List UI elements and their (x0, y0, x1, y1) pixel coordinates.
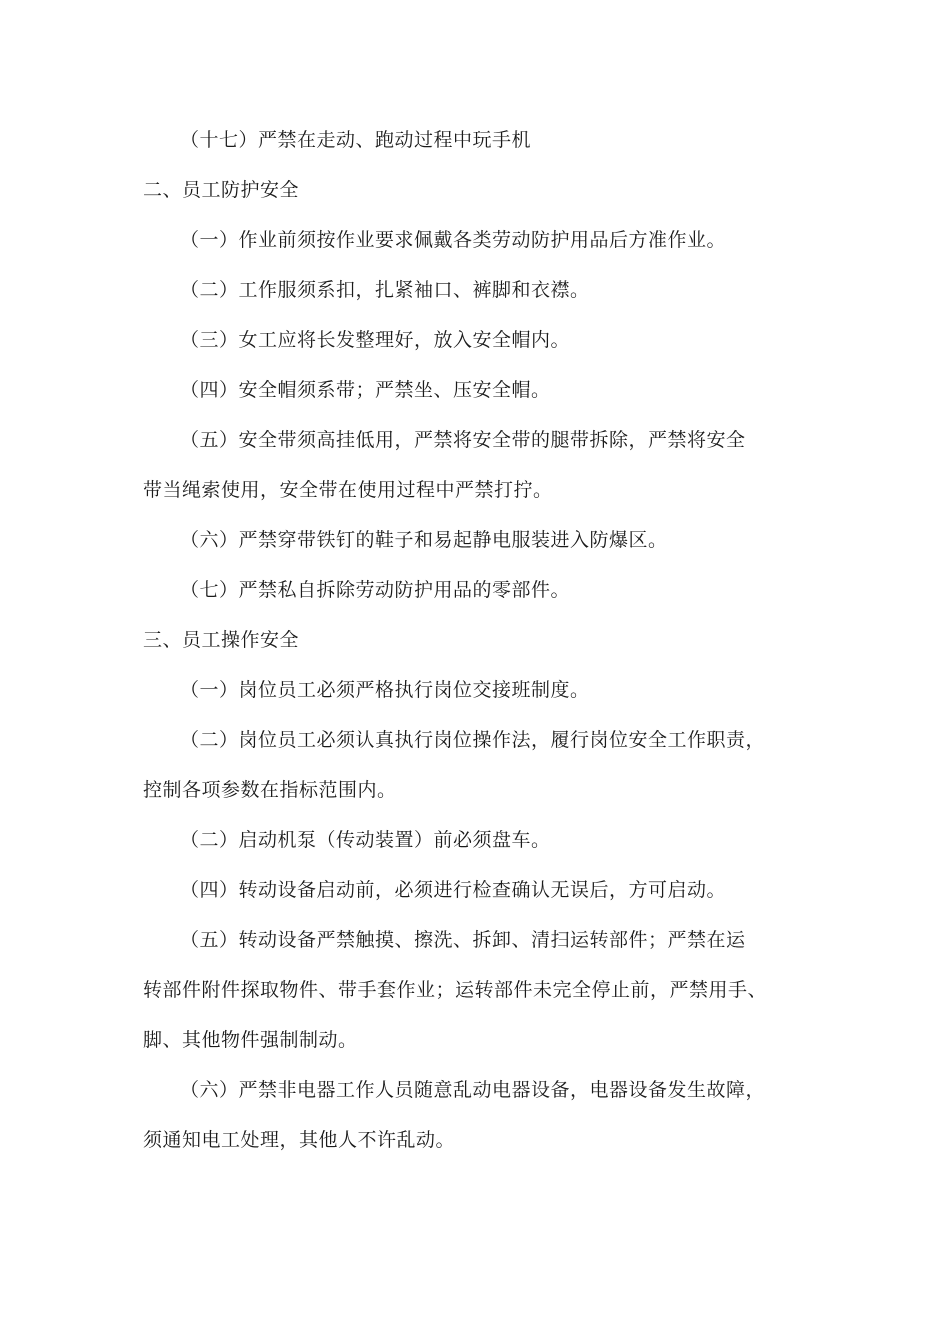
item-electrical-equipment-line1: （六）严禁非电器工作人员随意乱动电器设备，电器设备发生故障， (180, 1079, 766, 1101)
item-rotating-parts-line1: （五）转动设备严禁触摸、擦洗、拆卸、清扫运转部件；严禁在运 (180, 929, 746, 951)
item-work-clothes: （二）工作服须系扣，扎紧袖口、裤脚和衣襟。 (180, 279, 590, 301)
item-protective-gear: （一）作业前须按作业要求佩戴各类劳动防护用品后方准作业。 (180, 229, 727, 251)
item-shift-handover: （一）岗位员工必须严格执行岗位交接班制度。 (180, 679, 590, 701)
item-rotating-parts-line2: 转部件附件探取物件、带手套作业；运转部件未完全停止前，严禁用手、 (143, 979, 768, 1001)
item-operating-procedure-line1: （二）岗位员工必须认真执行岗位操作法，履行岗位安全工作职责， (180, 729, 766, 751)
item-equipment-check: （四）转动设备启动前，必须进行检查确认无误后，方可启动。 (180, 879, 727, 901)
section-heading-2: 二、员工防护安全 (143, 179, 300, 201)
item-long-hair: （三）女工应将长发整理好，放入安全帽内。 (180, 329, 571, 351)
item-17-no-phone-while-moving: （十七）严禁在走动、跑动过程中玩手机 (180, 129, 532, 151)
item-explosion-proof-area: （六）严禁穿带铁钉的鞋子和易起静电服装进入防爆区。 (180, 529, 668, 551)
item-safety-belt-line2: 带当绳索使用，安全带在使用过程中严禁打拧。 (143, 479, 553, 501)
item-dismantle-gear: （七）严禁私自拆除劳动防护用品的零部件。 (180, 579, 571, 601)
item-pump-start: （二）启动机泵（传动装置）前必须盘车。 (180, 829, 551, 851)
item-safety-belt-line1: （五）安全带须高挂低用，严禁将安全带的腿带拆除，严禁将安全 (180, 429, 746, 451)
item-safety-helmet: （四）安全帽须系带；严禁坐、压安全帽。 (180, 379, 551, 401)
section-heading-3: 三、员工操作安全 (143, 629, 300, 651)
item-rotating-parts-line3: 脚、其他物件强制制动。 (143, 1029, 358, 1051)
item-operating-procedure-line2: 控制各项参数在指标范围内。 (143, 779, 397, 801)
item-electrical-equipment-line2: 须通知电工处理，其他人不许乱动。 (143, 1129, 456, 1151)
